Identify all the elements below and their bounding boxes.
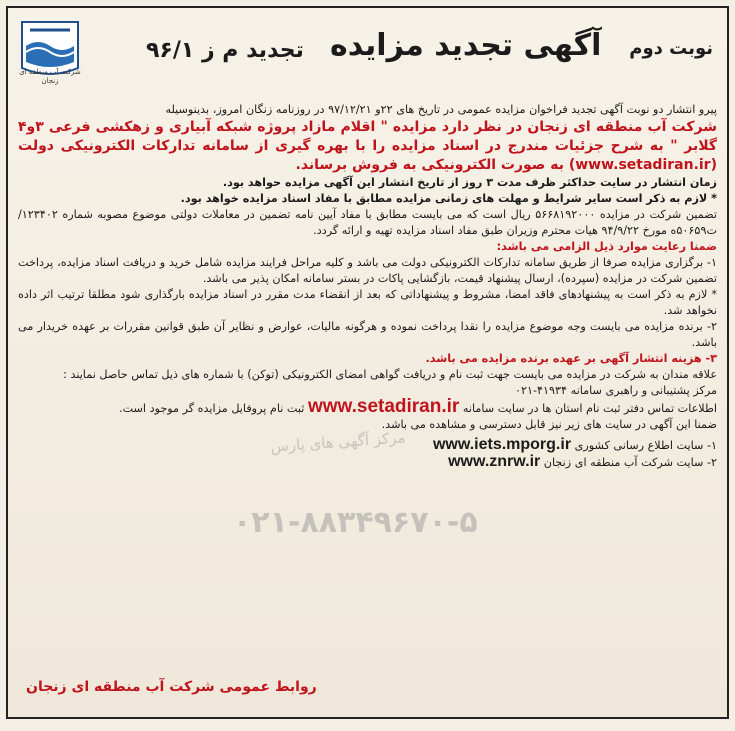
page-title: آگهی تجدید مزایده — [330, 28, 602, 63]
setadiran-link[interactable]: www.setadiran.ir — [307, 396, 460, 417]
publication-turn: نوبت دوم — [629, 38, 713, 59]
link-item — [18, 454, 717, 471]
link-label: ۲- سایت شرکت آب منطقه ای زنجان — [543, 456, 717, 469]
renewal-number: تجدید م ز ۹۶/۱ — [146, 38, 304, 63]
conditions-note: * لازم به ذکر است سایر شرایط و مهلت های زمانی مزایده مطابق با مفاد اسناد مزایده خواهد بود. — [180, 192, 717, 205]
rule-3: ۳- هزینه انتشار آگهی بر عهده برنده مزایده می باشد. — [425, 352, 717, 365]
rule-1: ۱- برگزاری مزایده صرفا از طریق سامانه تدارکات الکترونیکی دولت می باشد و کلیه مراحل فرایند مزایده شامل خرید و دریافت اسناد مزایده، پرداخت تضمین شرکت در مزایده (سپرده)، ارسال پیشنهاد قیمت، بازگشایی پاکات در بستر سامانه امکان پذیر می باشد. — [18, 256, 717, 285]
also-available: ضمنا این آگهی در سایت های زیر نیز قابل دسترسی و مشاهده می باشد. — [381, 418, 717, 431]
watermark-text: مرکز آگهی های پارس — [269, 428, 407, 456]
header — [8, 8, 727, 96]
publication-deadline: زمان انتشار در سایت حداکثر ظرف مدت ۳ روز از تاریخ انتشار این آگهی مزایده حواهد بود. — [222, 176, 717, 189]
auction-subject: شرکت آب منطقه ای زنجان در نظر دارد مزایده " اقلام مازاد پروژه شبکه آبیاری و زهکشی فرعی ۳و۴ گلابر " به شرح جزئیات مندرج در اسناد مزایده را با بهره گیری از سامانه تدارکات الکترونیکی دولت (www.setadiran.ir) به صورت الکترونیکی به فروش برساند. — [18, 119, 717, 173]
announcement-sheet — [6, 6, 729, 719]
znrw-link[interactable]: www.znrw.ir — [448, 453, 541, 470]
contact-paragraph: علاقه مندان به شرکت در مزایده می بایست جهت ثبت نام و دریافت گواهی امضای الکترونیکی (توکن) با شماره های ذیل تماس حاصل نمایند : — [63, 368, 717, 381]
logo-text: شرکت آب منطقه ای زنجان — [19, 68, 81, 85]
registration-info-post: ثبت نام پروفایل مزایده گر موجود است. — [119, 402, 305, 415]
link-label: ۱- سایت اطلاع رسانی کشوری — [574, 439, 717, 452]
rules-heading: ضمنا رعایت موارد ذیل الزامی می باشد: — [496, 240, 717, 253]
announcement-body — [18, 102, 717, 711]
rule-2: ۲- برنده مزایده می بایست وجه موضوع مزایده را نقدا پرداخت نموده و هرگونه مالیات، عوارض و نظایر آن طبق قوانین مقررات بر عهده خریدار می باشد. — [18, 320, 717, 349]
support-center: مرکز پشتیبانی و راهبری سامانه ۴۱۹۳۴-۰۲۱ — [514, 384, 717, 397]
iets-link[interactable]: www.iets.mporg.ir — [432, 436, 572, 453]
intro-paragraph: پیرو انتشار دو نوبت آگهی تجدید فراخوان مزایده عمومی در تاریخ های ۲۲و ۹۷/۱۲/۲۱ در روزنامه زنگان امروز، بدینوسیله — [165, 103, 717, 116]
phone-watermark: ۰۲۱-۸۸۳۴۹۶۷۰-۵ — [233, 505, 478, 540]
registration-info — [18, 396, 717, 417]
signature: روابط عمومی شرکت آب منطقه ای زنجان — [26, 679, 317, 695]
rule-1-note: * لازم به ذکر است به پیشنهادهای فاقد امضا، مشروط و پیشنهاداتی که بعد از انقضاء مدت مقرر در اسناد مزایده بارگذاری شود مطلقا ترتیب اثر داده نخواهد شد. — [18, 288, 717, 317]
registration-info-pre: اطلاعات تماس دفتر ثبت نام استان ها در سایت سامانه — [462, 402, 717, 415]
guarantee-paragraph: تضمین شرکت در مزایده ۵۶۶۸۱۹۲۰۰۰ ریال است که می بایست مطابق با مفاد آیین نامه تضمین در معاملات دولتی موضوع مصوبه شماره ۱۲۳۴۰۲/ت۵۰۶۵۹ه مورخ ۹۴/۹/۲۲ هیات محترم وزیران طبق مفاد اسناد مزایده تهیه و ارائه گردد. — [18, 208, 718, 237]
